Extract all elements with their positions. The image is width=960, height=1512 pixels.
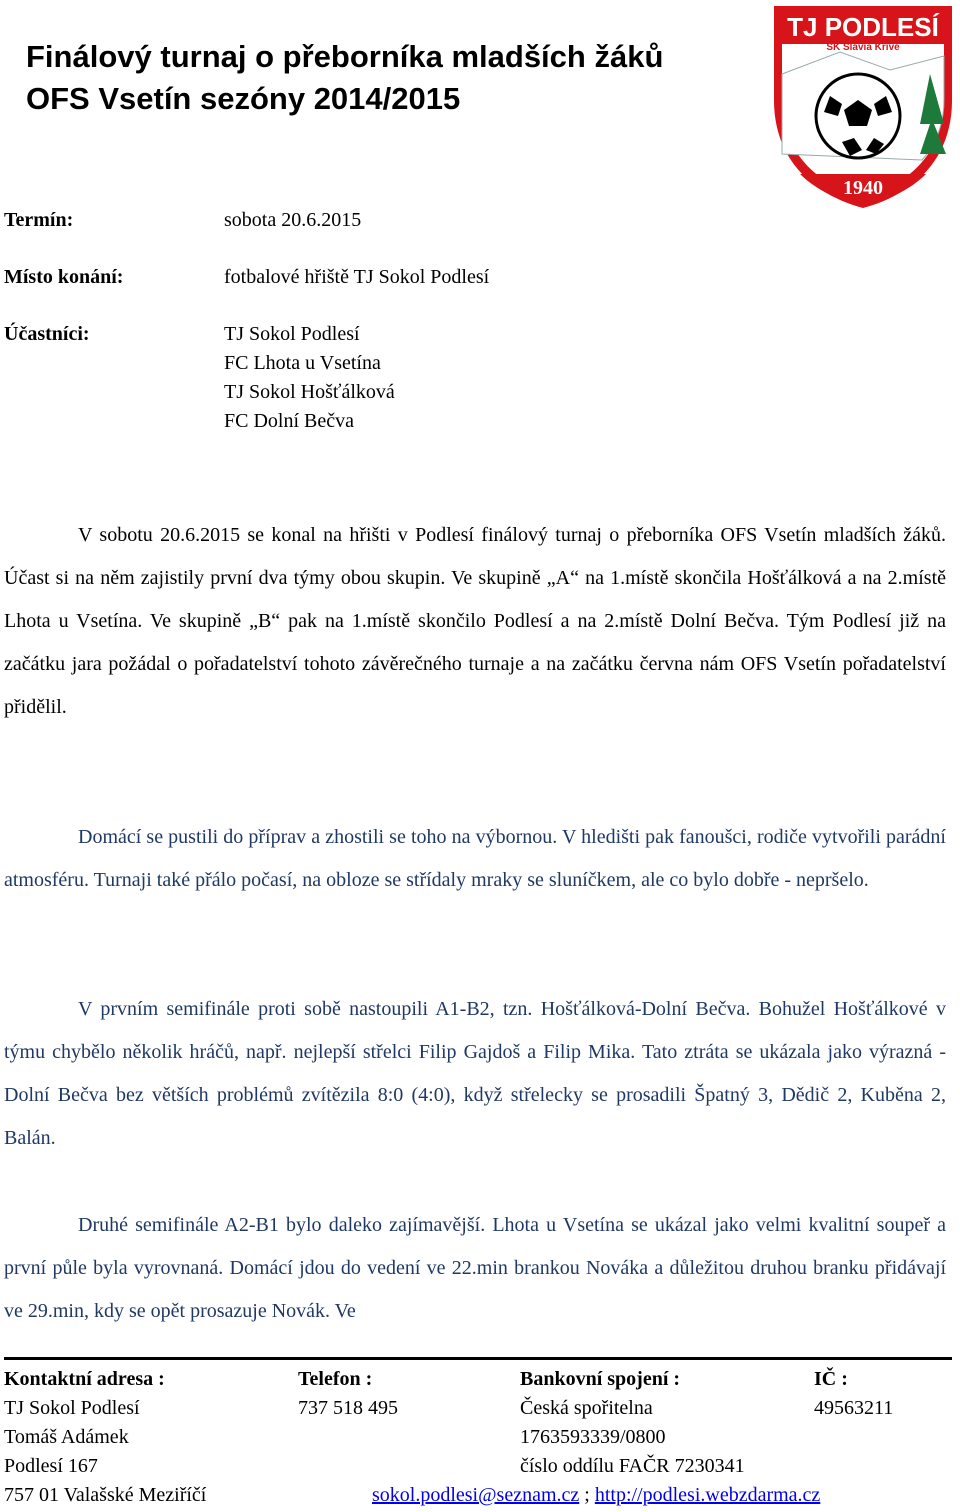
paragraph-4-text: Druhé semifinále A2-B1 bylo daleko zajímavější. Lhota u Vsetína se ukázal jako velmi kvalitní soupeř a první půle byla vyrovnaná. Domácí jdou do vedení ve 22.min brankou Nováka a důležitou druhou branku přidávají ve 29.min, kdy se opět prosazuje Novák. Ve bbox=[4, 1214, 946, 1322]
participant-item: FC Dolní Bečva bbox=[224, 410, 354, 432]
termin-label: Termín: bbox=[4, 209, 74, 231]
bank-line: Česká spořitelna bbox=[520, 1397, 653, 1419]
paragraph-2 bbox=[4, 816, 946, 902]
phone-value: 737 518 495 bbox=[298, 1397, 398, 1419]
contact-line: Podlesí 167 bbox=[4, 1455, 98, 1477]
bank-label: Bankovní spojení : bbox=[520, 1368, 681, 1390]
club-logo bbox=[770, 4, 956, 210]
title-line-1: Finálový turnaj o přeborníka mladších žáků bbox=[26, 39, 664, 74]
footer-ico bbox=[814, 1364, 893, 1423]
contact-line: TJ Sokol Podlesí bbox=[4, 1397, 140, 1419]
termin-value: sobota 20.6.2015 bbox=[224, 209, 362, 231]
bank-line: číslo oddílu FAČR 7230341 bbox=[520, 1455, 745, 1477]
footer-contact bbox=[4, 1364, 206, 1510]
ucastnici-label: Účastníci: bbox=[4, 323, 90, 345]
ico-value: 49563211 bbox=[814, 1397, 894, 1419]
email-link[interactable]: sokol.podlesi@seznam.cz bbox=[372, 1484, 580, 1506]
participant-item: TJ Sokol Hošťálková bbox=[224, 381, 395, 403]
footer-bank bbox=[520, 1364, 745, 1481]
contact-label: Kontaktní adresa : bbox=[4, 1368, 165, 1390]
footer-links bbox=[372, 1481, 820, 1510]
title-line-2: OFS Vsetín sezóny 2014/2015 bbox=[26, 81, 461, 116]
paragraph-3-text: V prvním semifinále proti sobě nastoupili A1-B2, tzn. Hošťálková-Dolní Bečva. Bohužel Hošťálkové v týmu chybělo několik hráčů, např. nejlepší střelci Filip Gajdoš a Filip Mika. Tato ztráta se ukázala jako výrazná - Dolní Bečva bez větších problémů zvítězila 8:0 (4:0), když střelecky se prosadili Špatný 3, Dědič 2, Kuběna 2, Balán. bbox=[4, 998, 946, 1149]
paragraph-3 bbox=[4, 988, 946, 1160]
logo-text: TJ PODLESÍ bbox=[787, 12, 939, 42]
bank-line: 1763593339/0800 bbox=[520, 1426, 666, 1448]
participant-item: TJ Sokol Podlesí bbox=[224, 323, 360, 345]
paragraph-2-text: Domácí se pustili do příprav a zhostili se toho na výbornou. V hledišti pak fanoušci, rodiče vytvořili parádní atmosféru. Turnaji také přálo počasí, na obloze se střídaly mraky se sluníčkem, ale co bylo dobře - nepršelo. bbox=[4, 826, 946, 891]
footer-phone bbox=[298, 1364, 398, 1423]
ucastnici-list bbox=[224, 320, 395, 436]
participant-item: FC Lhota u Vsetína bbox=[224, 352, 381, 374]
misto-label: Místo konání: bbox=[4, 266, 124, 288]
logo-subtext: SK Slávia Křivé bbox=[826, 42, 900, 53]
phone-label: Telefon : bbox=[298, 1368, 373, 1390]
footer-divider bbox=[4, 1357, 952, 1360]
link-separator: ; bbox=[579, 1484, 595, 1506]
web-link[interactable]: http://podlesi.webzdarma.cz bbox=[594, 1484, 821, 1506]
contact-line: Tomáš Adámek bbox=[4, 1426, 129, 1448]
misto-value: fotbalové hřiště TJ Sokol Podlesí bbox=[224, 266, 490, 288]
page-title bbox=[26, 36, 766, 120]
ico-label: IČ : bbox=[814, 1368, 848, 1390]
contact-line: 757 01 Valašské Meziříčí bbox=[4, 1484, 207, 1506]
paragraph-1: V sobotu 20.6.2015 se konal na hřišti v Podlesí finálový turnaj o přeborníka OFS Vsetín mladších žáků. Účast si na něm zajistily první dva týmy obou skupin. Ve skupině „A“ na 1.místě skončila Hošťálková a na 2.místě Lhota u Vsetína. Ve skupině „B“ pak na 1.místě skončilo Podlesí a na 2.místě Dolní Bečva. Tým Podlesí již na začátku jara požádal o pořadatelství tohoto závěrečného turnaje a na začátku června nám OFS Vsetín pořadatelství přidělil. bbox=[4, 524, 946, 718]
paragraph-4 bbox=[4, 1204, 946, 1333]
logo-year: 1940 bbox=[843, 177, 883, 199]
